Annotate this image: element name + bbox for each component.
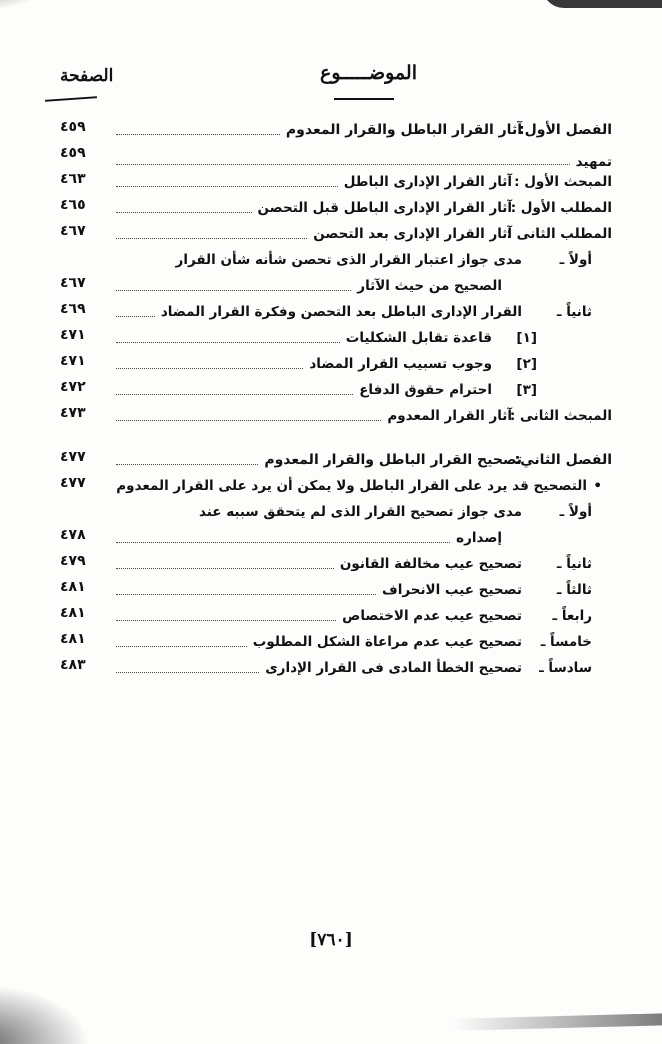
toc-entry[interactable] <box>60 552 612 578</box>
toc-entry-page: ٤٧٧ <box>60 449 86 465</box>
toc-entry-title: قاعدة تقابل الشكليات <box>345 330 492 346</box>
toc-entry-title: مدى جواز تصحيح القرار الذى لم يتحقق سببه عند <box>198 504 522 520</box>
toc-entry[interactable] <box>60 378 612 404</box>
toc-entry-page: ٤٦٥ <box>60 197 86 213</box>
toc-entry[interactable] <box>60 352 612 378</box>
toc-entry-page: ٤٥٩ <box>60 119 86 135</box>
leader-dots <box>116 186 338 187</box>
toc-entry[interactable] <box>60 630 612 656</box>
leader-dots <box>116 420 381 421</box>
toc-header <box>0 62 662 102</box>
toc-entry-label: ثالثاً ـ <box>556 582 592 598</box>
leader-dots <box>116 672 259 673</box>
toc-entry[interactable] <box>60 144 612 170</box>
toc-entry-page: ٤٧٢ <box>60 379 86 395</box>
leader-dots <box>116 394 353 395</box>
toc-entry-label: • <box>593 478 602 494</box>
leader-dots <box>116 212 252 213</box>
toc-entry-title: تصحيح القرار الباطل والقرار المعدوم <box>264 452 522 468</box>
toc-entry-page: ٤٨١ <box>60 605 86 621</box>
toc-entry-page: ٤٧٣ <box>60 405 86 421</box>
toc-entry[interactable] <box>60 222 612 248</box>
leader-dots <box>116 594 376 595</box>
leader-dots <box>116 164 570 165</box>
toc-entry[interactable] <box>60 196 612 222</box>
toc-entry-label: الفصل الأول: <box>519 122 612 138</box>
toc-entry-page: ٤٧٩ <box>60 553 86 569</box>
toc-entry-title: تصحيح عيب الانحراف <box>382 582 522 598</box>
leader-dots <box>116 568 334 569</box>
leader-dots <box>116 316 155 317</box>
toc-entry-label: سادساً ـ <box>539 660 592 676</box>
toc-entry-title: تصحيح عيب مخالفة القانون <box>339 556 522 572</box>
toc-entry-label: ثانياً ـ <box>556 304 592 320</box>
leader-dots <box>116 290 351 291</box>
toc-entry-label: المطلب الثانى : <box>506 226 612 242</box>
toc-entry-title: مدى جواز اعتبار القرار الذى تحصن شأنه شأن القرار <box>175 252 522 268</box>
leader-dots <box>116 368 303 369</box>
toc-entry-page: ٤٥٩ <box>60 145 86 161</box>
toc-entry-title: تصحيح عيب عدم الاختصاص <box>342 608 522 624</box>
toc-entry[interactable] <box>60 248 612 274</box>
toc-entry-label: أولاً ـ <box>559 252 592 268</box>
toc-entry-page: ٤٨٣ <box>60 657 86 673</box>
toc-entry-label: ثانياً ـ <box>556 556 592 572</box>
leader-dots <box>116 238 307 239</box>
toc-entry-page: ٤٧١ <box>60 353 86 369</box>
toc-entry-label: [٣] <box>516 382 537 398</box>
toc-entry[interactable] <box>60 474 612 500</box>
toc-entry-title: الصحيح من حيث الآثار <box>357 278 502 294</box>
toc-entry-title: تصحيح عيب عدم مراعاة الشكل المطلوب <box>252 634 522 650</box>
toc-entry[interactable] <box>60 300 612 326</box>
toc-entry-label: المطلب الأول : <box>510 200 612 216</box>
toc-entry-title: آثار القرار الإدارى بعد التحصن <box>313 226 512 242</box>
table-of-contents <box>60 118 612 682</box>
toc-entry-title: تمهيد <box>575 154 612 170</box>
toc-entry-page: ٤٧٧ <box>60 475 86 491</box>
toc-entry-label: خامساً ـ <box>540 634 592 650</box>
toc-entry-title: وجوب تسبيب القرار المضاد <box>309 356 492 372</box>
header-topic-underline <box>334 98 394 100</box>
toc-entry-title: التصحيح قد يرد على القرار الباطل ولا يمكن أن يرد على القرار المعدوم <box>116 478 587 494</box>
toc-entry-title: احترام حقوق الدفاع <box>359 382 492 398</box>
toc-entry[interactable] <box>60 526 612 552</box>
toc-entry-title: آثار القرار الإدارى الباطل <box>343 174 512 190</box>
toc-entry[interactable] <box>60 604 612 630</box>
leader-dots <box>116 134 280 135</box>
toc-entry[interactable] <box>60 500 612 526</box>
toc-entry[interactable] <box>60 578 612 604</box>
toc-entry-title: القرار الإدارى الباطل بعد التحصن وفكرة القرار المضاد <box>160 304 522 320</box>
toc-entry[interactable] <box>60 274 612 300</box>
toc-entry-title: إصداره <box>456 530 502 546</box>
toc-entry-title: آثار القرار الباطل والقرار المعدوم <box>285 122 522 138</box>
toc-entry-title: تصحيح الخطأ المادى فى القرار الإدارى <box>265 660 522 676</box>
toc-entry-page: ٤٧١ <box>60 327 86 343</box>
toc-entry-page: ٤٦٣ <box>60 171 86 187</box>
toc-entry-page: ٤٦٧ <box>60 223 86 239</box>
header-page-underline <box>45 96 97 102</box>
leader-dots <box>116 646 247 647</box>
section-gap <box>60 430 612 448</box>
toc-entry[interactable] <box>60 448 612 474</box>
leader-dots <box>116 542 450 543</box>
toc-entry-page: ٤٨١ <box>60 631 86 647</box>
leader-dots <box>116 464 258 465</box>
toc-entry-page: ٤٧٨ <box>60 527 86 543</box>
toc-entry-title: آثار القرار الإدارى الباطل قبل التحصن <box>257 200 512 216</box>
toc-entry-page: ٤٨١ <box>60 579 86 595</box>
toc-entry-label: أولاً ـ <box>559 504 592 520</box>
toc-entry-label: [٢] <box>516 356 537 372</box>
page-number: [٧٦٠] <box>309 930 353 950</box>
toc-entry-label: المبحث الأول : <box>514 174 612 190</box>
toc-entry[interactable] <box>60 326 612 352</box>
toc-entry[interactable] <box>60 656 612 682</box>
toc-entry[interactable] <box>60 404 612 430</box>
toc-entry-page: ٤٦٩ <box>60 301 86 317</box>
toc-entry-label: [١] <box>516 330 537 346</box>
leader-dots <box>116 342 340 343</box>
toc-entry[interactable] <box>60 118 612 144</box>
toc-entry[interactable] <box>60 170 612 196</box>
toc-entry-page: ٤٦٧ <box>60 275 86 291</box>
toc-entry-label: المبحث الثانى : <box>509 408 612 424</box>
toc-entry-title: آثار القرار المعدوم <box>387 408 512 424</box>
header-topic: الموضـــــوع <box>320 62 417 84</box>
header-page: الصفحة <box>60 66 114 86</box>
toc-entry-label: الفصل الثاني: <box>514 452 612 468</box>
leader-dots <box>116 620 336 621</box>
toc-entry-label: رابعاً ـ <box>552 608 592 624</box>
